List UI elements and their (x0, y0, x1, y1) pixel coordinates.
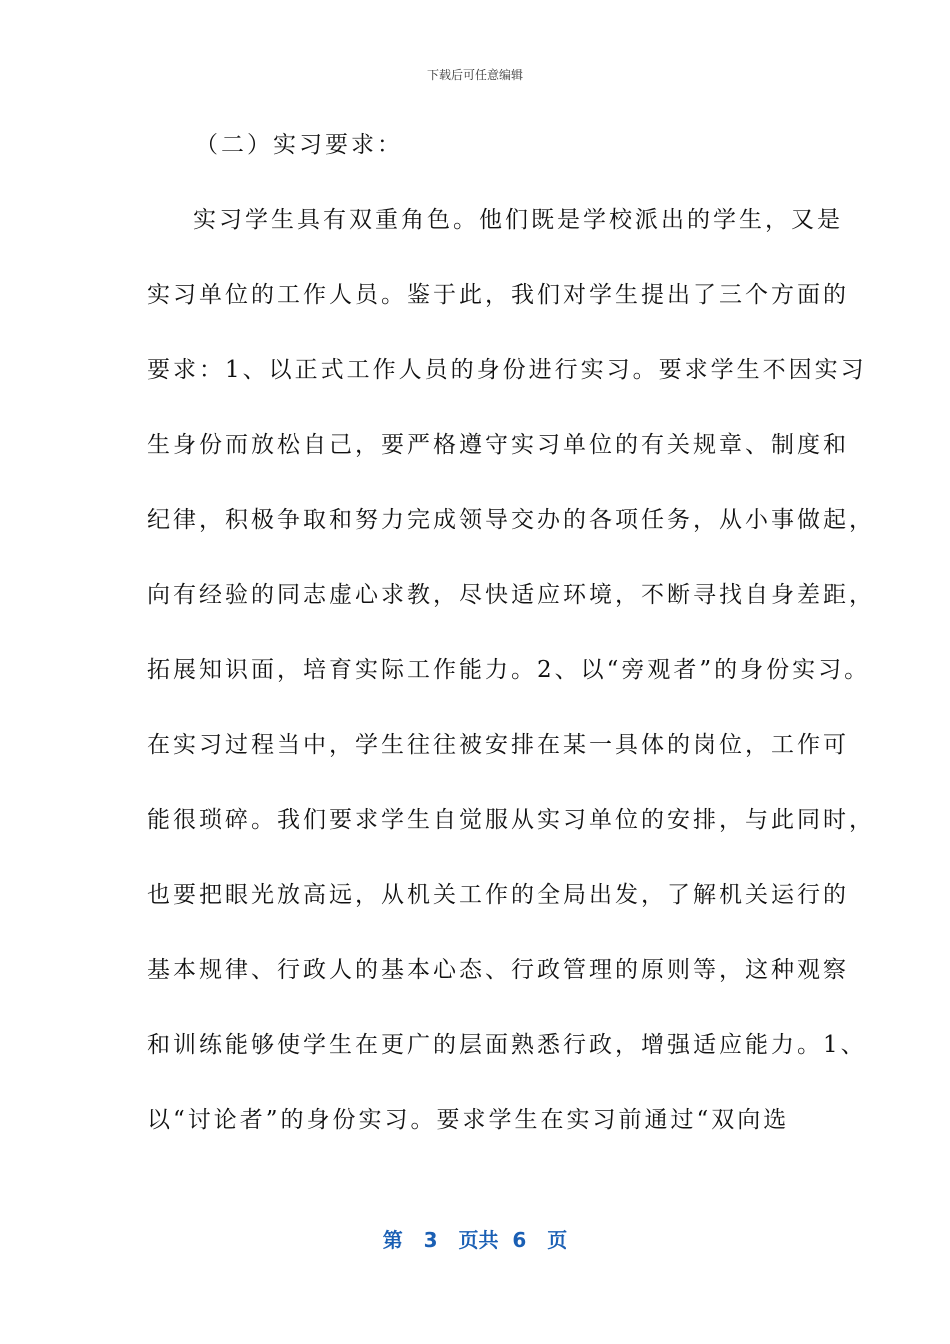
footer-middle: 页共 (458, 1228, 499, 1252)
header-note: 下载后可任意编辑 (426, 68, 523, 82)
paragraph-line-12: 和训练能够使学生在更广的层面熟悉行政，增强适应能力。1、 (147, 1032, 867, 1058)
paragraph-line-1: 实习学生具有双重角色。他们既是学校派出的学生，又是 (193, 207, 843, 233)
paragraph-line-7: 拓展知识面，培育实际工作能力。2、以“旁观者”的身份实习。 (147, 657, 871, 683)
paragraph-line-2: 实习单位的工作人员。鉴于此，我们对学生提出了三个方面的 (147, 282, 849, 308)
footer-page-number: 3 (423, 1228, 438, 1252)
paragraph-line-11: 基本规律、行政人的基本心态、行政管理的原则等，这种观察 (147, 957, 849, 983)
paragraph-line-4: 生身份而放松自己，要严格遵守实习单位的有关规章、制度和 (147, 432, 849, 458)
paragraph-line-5: 纪律，积极争取和努力完成领导交办的各项任务，从小事做起， (147, 507, 875, 533)
page-footer (0, 1224, 950, 1253)
paragraph-line-8: 在实习过程当中，学生往往被安排在某一具体的岗位，工作可 (147, 732, 849, 758)
paragraph-line-6: 向有经验的同志虚心求教，尽快适应环境，不断寻找自身差距， (147, 582, 875, 608)
paragraph-line-10: 也要把眼光放高远，从机关工作的全局出发，了解机关运行的 (147, 882, 849, 908)
footer-suffix: 页 (547, 1228, 568, 1252)
footer-total-pages: 6 (512, 1228, 527, 1252)
paragraph-line-9: 能很琐碎。我们要求学生自觉服从实习单位的安排，与此同时， (147, 807, 875, 833)
paragraph-line-13: 以“讨论者”的身份实习。要求学生在实习前通过“双向选 (147, 1107, 790, 1133)
footer-prefix: 第 (382, 1228, 403, 1252)
paragraph-line-3: 要求：1、以正式工作人员的身份进行实习。要求学生不因实习 (147, 357, 867, 383)
section-heading: （二）实习要求： (195, 132, 403, 158)
